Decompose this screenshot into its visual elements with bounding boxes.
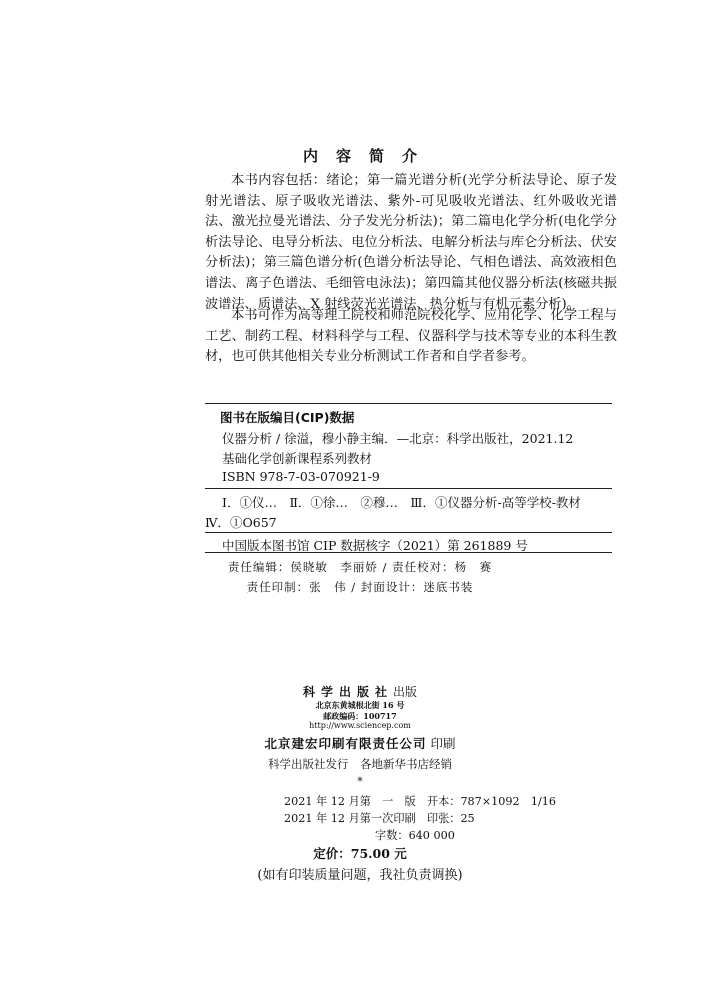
printing-line: 2021 年 12 月第一次印刷 印张：25 <box>284 812 475 825</box>
credits-editors: 责任编辑：侯晓敏 李丽娇 / 责任校对：杨 赛 <box>227 560 493 574</box>
cip-bottom-divider <box>205 552 612 553</box>
printer-name: 北京建宏印刷有限责任公司 <box>264 736 427 751</box>
cip-isbn-line: ISBN 978-7-03-070921-9 <box>222 469 380 484</box>
summary-paragraph-2: 本书可作为高等理工院校和师范院校化学、应用化学、化学工程与工艺、制药工程、材料科学与工程、仪器科学与技术等专业的本科生教材，也可供其他相关专业分析测试工作者和自学者参考。 <box>205 308 617 365</box>
cip-series-line: 基础化学创新课程系列教材 <box>222 451 373 466</box>
edition-line: 2021 年 12 月第 一 版 开本：787×1092 1/16 <box>284 795 556 808</box>
cip-classification-line: Ⅰ．①仪… Ⅱ．①徐… ②穆… Ⅲ．①仪器分析-高等学校-教材 <box>222 495 581 510</box>
summary-paragraph-1: 本书内容包括：绪论；第一篇光谱分析(光学分析法导论、原子发射光谱法、原子吸收光谱法、紫外-可见吸收光谱法、红外吸收光谱法、激光拉曼光谱法、分子发光分析法)；第二篇电化学分析(电化学分析法导论、电导分析法、电位分析法、电解分析法与库仑分析法、伏安分析法)；第三篇色谱分析(色谱分析法导论、气相色谱法、高效液相色谱法、离子色谱法、毛细管电泳法)；第四篇其他仪器分析法(核磁共振波谱法、质谱法、X 射线荧光光谱法、热分析与有机元素分析)。 <box>205 173 617 312</box>
quality-note: (如有印装质量问题，我社负责调换) <box>257 868 463 883</box>
publisher-line <box>0 683 720 700</box>
publisher-name: 科学出版社 <box>302 685 393 699</box>
cip-class-number-line: Ⅳ．①O657 <box>205 515 277 530</box>
cip-title: 图书在版编目(CIP)数据 <box>220 410 355 425</box>
distribution-line: 科学出版社发行 各地新华书店经销 <box>268 757 452 771</box>
publisher-suffix: 出版 <box>393 685 418 699</box>
cip-record-number-line: 中国版本图书馆 CIP 数据核字（2021）第 261889 号 <box>222 538 528 553</box>
price-line: 定价：75.00 元 <box>313 846 407 861</box>
word-count-line: 字数：640 000 <box>375 829 455 842</box>
publisher-website: http://www.sciencep.com <box>309 721 411 730</box>
page-title: 内容简介 <box>302 147 435 165</box>
cip-bibliographic-line: 仪器分析 / 徐溢，穆小静主编．—北京：科学出版社，2021.12 <box>222 431 574 446</box>
publisher-address: 北京东黄城根北街 16 号 <box>315 700 405 710</box>
cip-lower-divider <box>205 532 612 533</box>
publisher-postcode: 邮政编码：100717 <box>323 711 397 721</box>
cip-top-divider <box>205 403 612 404</box>
printer-line <box>0 734 720 752</box>
printer-suffix: 印刷 <box>430 736 456 751</box>
credits-production: 责任印制：张 伟 / 封面设计：迷底书装 <box>246 580 474 594</box>
separator-star: * <box>357 775 363 788</box>
cip-middle-divider <box>205 488 612 489</box>
